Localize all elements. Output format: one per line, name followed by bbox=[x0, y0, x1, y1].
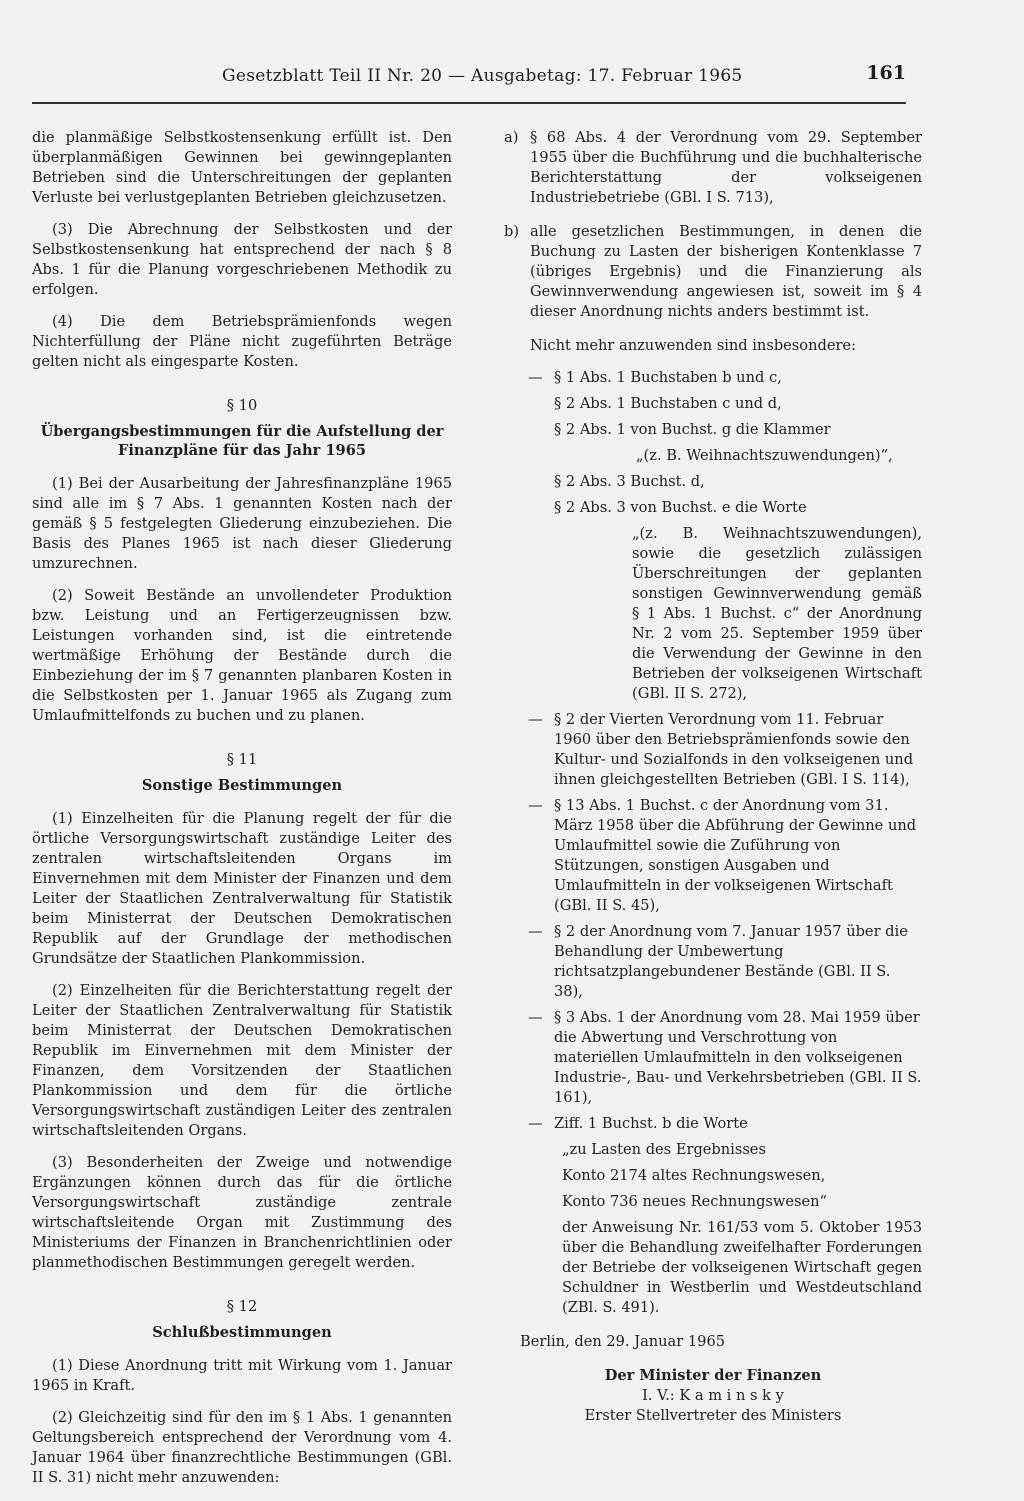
section-10-paragraph-2: (2) Soweit Bestände an unvollendeter Produktion bzw. Leistung und an Fertigerzeugnissen bzw. Leistungen vorhanden sind, ist die eintretende wertmäßige Erhöhung der Bestände durch die Einbeziehung der im § 7 genannten planbaren Kosten in die Selbstkosten per 1. Januar 1965 als Zugang zum Umlaufmittelfonds zu buchen und zu planen. bbox=[32, 587, 452, 724]
signature-name: I. V.: K a m i n s k y bbox=[642, 1387, 784, 1404]
signature-role: Erster Stellvertreter des Ministers bbox=[584, 1407, 842, 1424]
list-text-a: § 68 Abs. 4 der Verordnung vom 29. September 1955 über die Buchführung und die buchhalterische Berichterstattung der volkseigenen Industriebetriebe (GBl. I S. 713), bbox=[530, 129, 922, 206]
sub-item-3-quote: „(z. B. Weihnachtszuwendungen)“, bbox=[636, 447, 893, 464]
signature-minister: Der Minister der Finanzen bbox=[604, 1367, 822, 1384]
dash-item-3-text: § 13 Abs. 1 Buchst. c der Anordnung vom 31. März 1958 über die Abführung der Gewinne und Umlaufmittel sowie die Zuführung von Stützungen, sonstigen Ausgaben und Umlaufmitteln in der volkseigenen Wirtschaft (GBl. II S. 45), bbox=[554, 797, 917, 914]
section-12-paragraph-2: (2) Gleichzeitig sind für den im § 1 Abs. 1 genannten Geltungsbereich entsprechend der Verordnung vom 4. Januar 1964 über finanzrechtliche Bestimmungen (GBl. II S. 31) nicht mehr anzuwenden: bbox=[32, 1409, 452, 1486]
dash-item-1 bbox=[504, 368, 922, 388]
list-item-b bbox=[504, 222, 922, 322]
page-number: 161 bbox=[866, 62, 906, 84]
paragraph-4: (4) Die dem Betriebsprämienfonds wegen Nichterfüllung der Pläne nicht zugeführten Beträge gelten nicht als eingesparte Kosten. bbox=[32, 313, 452, 370]
list-text-b: alle gesetzlichen Bestimmungen, in denen die Buchung zu Lasten der bisherigen Kontenklasse 7 (übriges Ergebnis) und die Finanzierung als Gewinnverwendung angewiesen ist, soweit im § 4 dieser Anordnung nichts anders bestimmt ist. bbox=[530, 223, 922, 320]
dash-item-5-text: § 3 Abs. 1 der Anordnung vom 28. Mai 1959 über die Abwertung und Verschrottung von materiellen Umlaufmitteln in den volkseigenen Industrie-, Bau- und Verkehrsbetrieben (GBl. II S. 161), bbox=[554, 1009, 922, 1106]
nicht-mehr-anzuwenden: Nicht mehr anzuwenden sind insbesondere: bbox=[530, 337, 856, 354]
publication-title: Gesetzblatt Teil II Nr. 20 — Ausgabetag: 17. Februar 1965 bbox=[222, 66, 743, 86]
dash-marker: — bbox=[528, 1115, 543, 1132]
sub-item-4: § 2 Abs. 3 Buchst. d, bbox=[554, 473, 705, 490]
sub-item-2: § 2 Abs. 1 Buchstaben c und d, bbox=[554, 395, 782, 412]
section-10-heading-line2: Finanzpläne für das Jahr 1965 bbox=[117, 442, 367, 459]
paragraph-continuation: die planmäßige Selbstkostensenkung erfüllt ist. Den überplanmäßigen Gewinnen bei gewinngeplanten Betrieben sind die Unterschreitungen der geplanten Verluste bei verlustgeplanten Betrieben gleichzusetzen. bbox=[32, 129, 452, 206]
dash-item-2 bbox=[504, 710, 922, 790]
section-12-paragraph-1: (1) Diese Anordnung tritt mit Wirkung vom 1. Januar 1965 in Kraft. bbox=[32, 1357, 452, 1394]
left-column bbox=[32, 128, 452, 1500]
dash-item-4 bbox=[504, 922, 922, 1002]
dash-item-2-text: § 2 der Vierten Verordnung vom 11. Februar 1960 über den Betriebsprämienfonds sowie den Kultur- und Sozialfonds in den volkseigenen und ihnen gleichgestellten Betrieben (GBl. I S. 114), bbox=[554, 711, 914, 788]
section-10-number: § 10 bbox=[226, 397, 258, 414]
right-column bbox=[504, 128, 922, 1426]
dash-item-6 bbox=[504, 1114, 922, 1134]
dash-marker: — bbox=[528, 923, 543, 940]
section-12-heading: Schlußbestimmungen bbox=[152, 1324, 332, 1341]
dash-item-6-continuation: der Anweisung Nr. 161/53 vom 5. Oktober 1953 über die Behandlung zweifelhafter Forderungen der Betriebe der volkseigenen Wirtschaft gegen Schuldner in Westberlin und Westdeutschland (ZBl. S. 491). bbox=[562, 1219, 922, 1316]
dash-item-4-text: § 2 der Anordnung vom 7. Januar 1957 über die Behandlung der Umbewertung richtsatzplangebundener Bestände (GBl. II S. 38), bbox=[554, 923, 908, 1000]
page-header bbox=[32, 58, 906, 104]
section-11-paragraph-3: (3) Besonderheiten der Zweige und notwendige Ergänzungen können durch das für die örtliche Versorgungswirtschaft zuständige zentrale wirtschaftsleitende Organ mit Zustimmung des Ministeriums der Finanzen in Branchenrichtlinien oder planmethodischen Bestimmungen geregelt werden. bbox=[32, 1154, 452, 1271]
section-11-paragraph-2: (2) Einzelheiten für die Berichterstattung regelt der Leiter der Staatlichen Zentralverwaltung für Statistik beim Ministerrat der Deutschen Demokratischen Republik im Einvernehmen mit dem Minister der Finanzen, dem Vorsitzenden der Staatlichen Plankommission und dem für die örtliche Versorgungswirtschaft zuständigen Leiter des zentralen wirtschaftsleitenden Organs. bbox=[32, 982, 452, 1139]
section-12-number: § 12 bbox=[226, 1298, 258, 1315]
dash-item-5 bbox=[504, 1008, 922, 1108]
section-10-heading-line1: Übergangsbestimmungen für die Aufstellung der bbox=[40, 423, 444, 440]
list-marker-b: b) bbox=[504, 223, 520, 240]
section-11-paragraph-1: (1) Einzelheiten für die Planung regelt der für die örtliche Versorgungswirtschaft zuständige Leiter des zentralen wirtschaftsleitenden Organs im Einvernehmen mit dem Minister der Finanzen und dem Leiter der Staatlichen Zentralverwaltung für Statistik beim Ministerrat der Deutschen Demokratischen Republik auf der Grundlage der methodischen Grundsätze der Staatlichen Plankommission. bbox=[32, 810, 452, 967]
section-11-heading: Sonstige Bestimmungen bbox=[141, 777, 343, 794]
section-10-heading bbox=[32, 422, 452, 460]
dash-marker: — bbox=[528, 1009, 543, 1026]
quote-line-1: „zu Lasten des Ergebnisses bbox=[562, 1141, 766, 1158]
dash-item-3 bbox=[504, 796, 922, 916]
quote-line-3: Konto 736 neues Rechnungswesen“ bbox=[562, 1193, 828, 1210]
sub-item-5: § 2 Abs. 3 von Buchst. e die Worte bbox=[554, 499, 807, 516]
sub-item-3: § 2 Abs. 1 von Buchst. g die Klammer bbox=[554, 421, 831, 438]
quote-line-2: Konto 2174 altes Rechnungswesen, bbox=[562, 1167, 826, 1184]
dash-marker: — bbox=[528, 369, 543, 386]
dash-item-1-text: § 1 Abs. 1 Buchstaben b und c, bbox=[554, 369, 782, 386]
list-marker-a: a) bbox=[504, 129, 519, 146]
section-11-number: § 11 bbox=[226, 751, 258, 768]
section-10-paragraph-1: (1) Bei der Ausarbeitung der Jahresfinanzpläne 1965 sind alle im § 7 Abs. 1 genannten Kosten nach der gemäß § 5 festgelegten Gliederung einzubeziehen. Die Basis des Planes 1965 ist nach dieser Gliederung umzurechnen. bbox=[32, 475, 452, 572]
list-item-a bbox=[504, 128, 922, 208]
dash-marker: — bbox=[528, 797, 543, 814]
sub-item-5-quote: „(z. B. Weihnachtszuwendungen), sowie die gesetzlich zulässigen Überschreitungen der geplanten sonstigen Gewinnverwendung gemäß § 1 Abs. 1 Buchst. c“ der Anordnung Nr. 2 vom 25. September 1959 über die Verwendung der Gewinne in den Betrieben der volkseigenen Wirtschaft (GBl. II S. 272), bbox=[632, 525, 922, 702]
dash-marker: — bbox=[528, 711, 543, 728]
place-and-date: Berlin, den 29. Januar 1965 bbox=[520, 1333, 726, 1350]
paragraph-3: (3) Die Abrechnung der Selbstkosten und der Selbstkostensenkung hat entsprechend der nach § 8 Abs. 1 für die Planung vorgeschriebenen Methodik zu erfolgen. bbox=[32, 221, 452, 298]
dash-item-6-text: Ziff. 1 Buchst. b die Worte bbox=[554, 1115, 748, 1132]
